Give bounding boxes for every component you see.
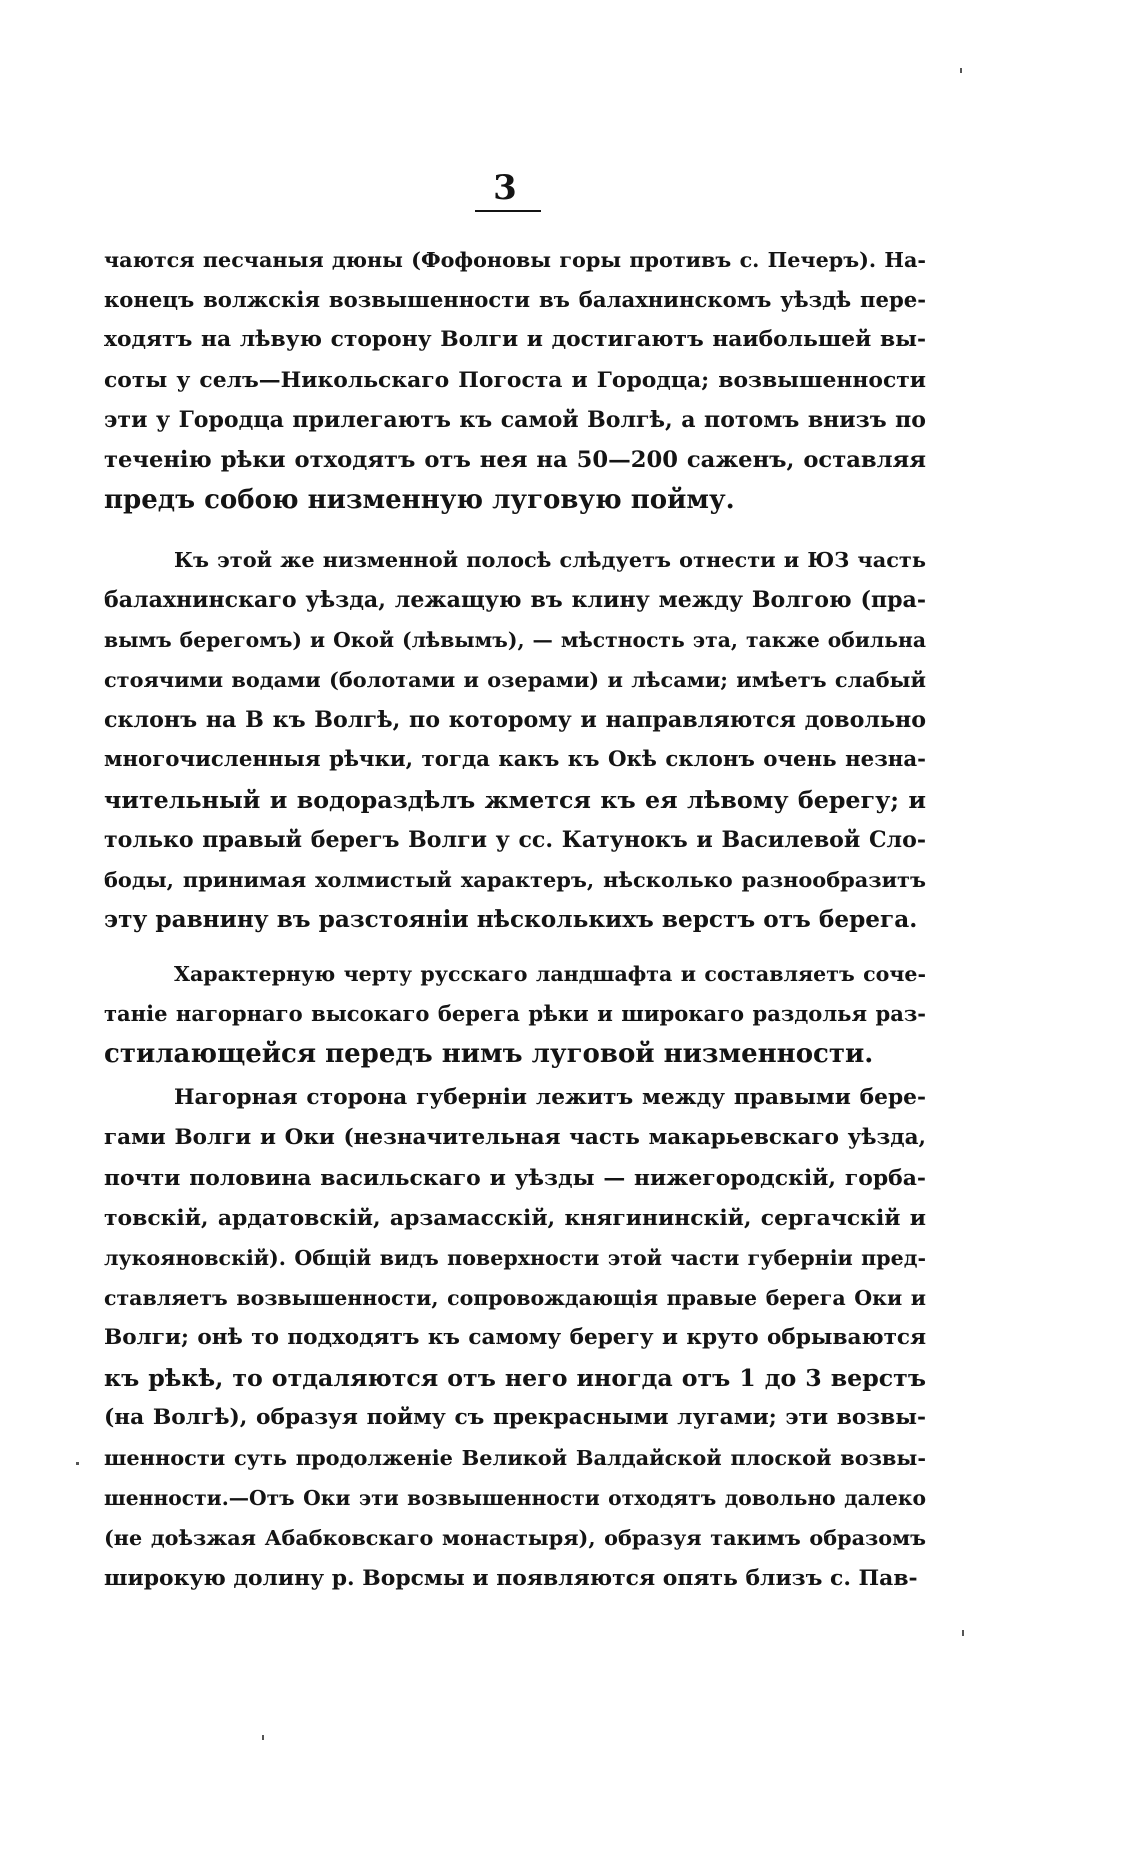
text-line: Характерную черту русскаго ландшафта и составляетъ соче- — [174, 962, 926, 986]
text-line: таніе нагорнаго высокаго берега рѣки и широкаго раздолья раз- — [104, 1001, 926, 1026]
text-line: (не доѣзжая Абабковскаго монастыря), образуя такимъ образомъ — [104, 1526, 926, 1550]
text-line: шенности суть продолженіе Великой Валдайской плоской возвы- — [104, 1445, 926, 1470]
text-line: (на Волгѣ), образуя пойму съ прекрасными лугами; эти возвы- — [104, 1405, 926, 1430]
paragraph-1 — [104, 240, 926, 520]
text-line: почти половина васильскаго и уѣзды — нижегородскій, горба- — [104, 1165, 926, 1191]
text-line: лукояновскій). Общій видъ поверхности этой части губерніи пред- — [104, 1246, 926, 1270]
scan-speck — [262, 1735, 264, 1740]
text-line: Волги; онѣ то подходятъ къ самому берегу и круто обрываются — [104, 1325, 926, 1350]
text-line: широкую долину р. Ворсмы и появляются опять близъ с. Пав- — [104, 1565, 918, 1591]
text-line: гами Волги и Оки (незначительная часть макарьевскаго уѣзда, — [104, 1125, 926, 1150]
scan-speck — [76, 1462, 79, 1465]
text-line: стилающейся передъ нимъ луговой низменности. — [104, 1039, 874, 1069]
text-line: эти у Городца прилегаютъ къ самой Волгѣ, а потомъ внизъ по — [104, 407, 926, 433]
text-line: многочисленныя рѣчки, тогда какъ къ Окѣ склонъ очень незна- — [104, 747, 926, 772]
scan-speck — [960, 68, 962, 73]
text-line: теченію рѣки отходятъ отъ нея на 50—200 саженъ, оставляя — [104, 447, 926, 473]
paragraph-2 — [104, 540, 926, 940]
text-line: балахнинскаго уѣзда, лежащую въ клину между Волгою (пра- — [104, 587, 926, 613]
page-number: 3 — [493, 168, 517, 208]
text-line: шенности.—Отъ Оки эти возвышенности отходятъ довольно далеко — [104, 1486, 926, 1510]
text-line: только правый берегъ Волги у сс. Катунокъ и Василевой Сло- — [104, 827, 926, 853]
text-line: чаются песчаныя дюны (Фофоновы горы противъ с. Печеръ). На- — [104, 248, 926, 272]
text-line: стоячими водами (болотами и озерами) и лѣсами; имѣетъ слабый — [104, 667, 926, 692]
scan-speck — [962, 1630, 964, 1636]
text-line: товскій, ардатовскій, арзамасскій, княгининскій, сергачскій и — [104, 1205, 926, 1231]
text-line: ставляетъ возвышенности, сопровождающія правые берега Оки и — [104, 1286, 926, 1310]
text-line: къ рѣкѣ, то отдаляются отъ него иногда отъ 1 до 3 верстъ — [104, 1364, 926, 1392]
text-line: Нагорная сторона губерніи лежитъ между правыми бере- — [174, 1085, 926, 1110]
text-line: чительный и водораздѣлъ жмется къ ея лѣвому берегу; и — [104, 786, 926, 814]
page-number-rule — [475, 210, 541, 212]
text-line: предъ собою низменную луговую пойму. — [104, 485, 735, 515]
text-line: эту равнину въ разстояніи нѣсколькихъ верстъ отъ берега. — [104, 906, 918, 933]
text-line: Къ этой же низменной полосѣ слѣдуетъ отнести и ЮЗ часть — [174, 547, 926, 572]
text-line: склонъ на В къ Волгѣ, по которому и направляются довольно — [104, 707, 926, 733]
text-line: ходятъ на лѣвую сторону Волги и достигаютъ наибольшей вы- — [104, 327, 926, 352]
paragraph-3 — [104, 954, 926, 1074]
text-line: боды, принимая холмистый характеръ, нѣсколько разнообразитъ — [104, 867, 926, 892]
text-line: вымъ берегомъ) и Окой (лѣвымъ), — мѣстность эта, также обильна — [104, 628, 926, 652]
paragraph-4 — [104, 1078, 926, 1598]
text-line: конецъ волжскія возвышенности въ балахнинскомъ уѣздѣ пере- — [104, 287, 926, 312]
text-line: соты у селъ—Никольскаго Погоста и Городца; возвышенности — [104, 367, 926, 393]
